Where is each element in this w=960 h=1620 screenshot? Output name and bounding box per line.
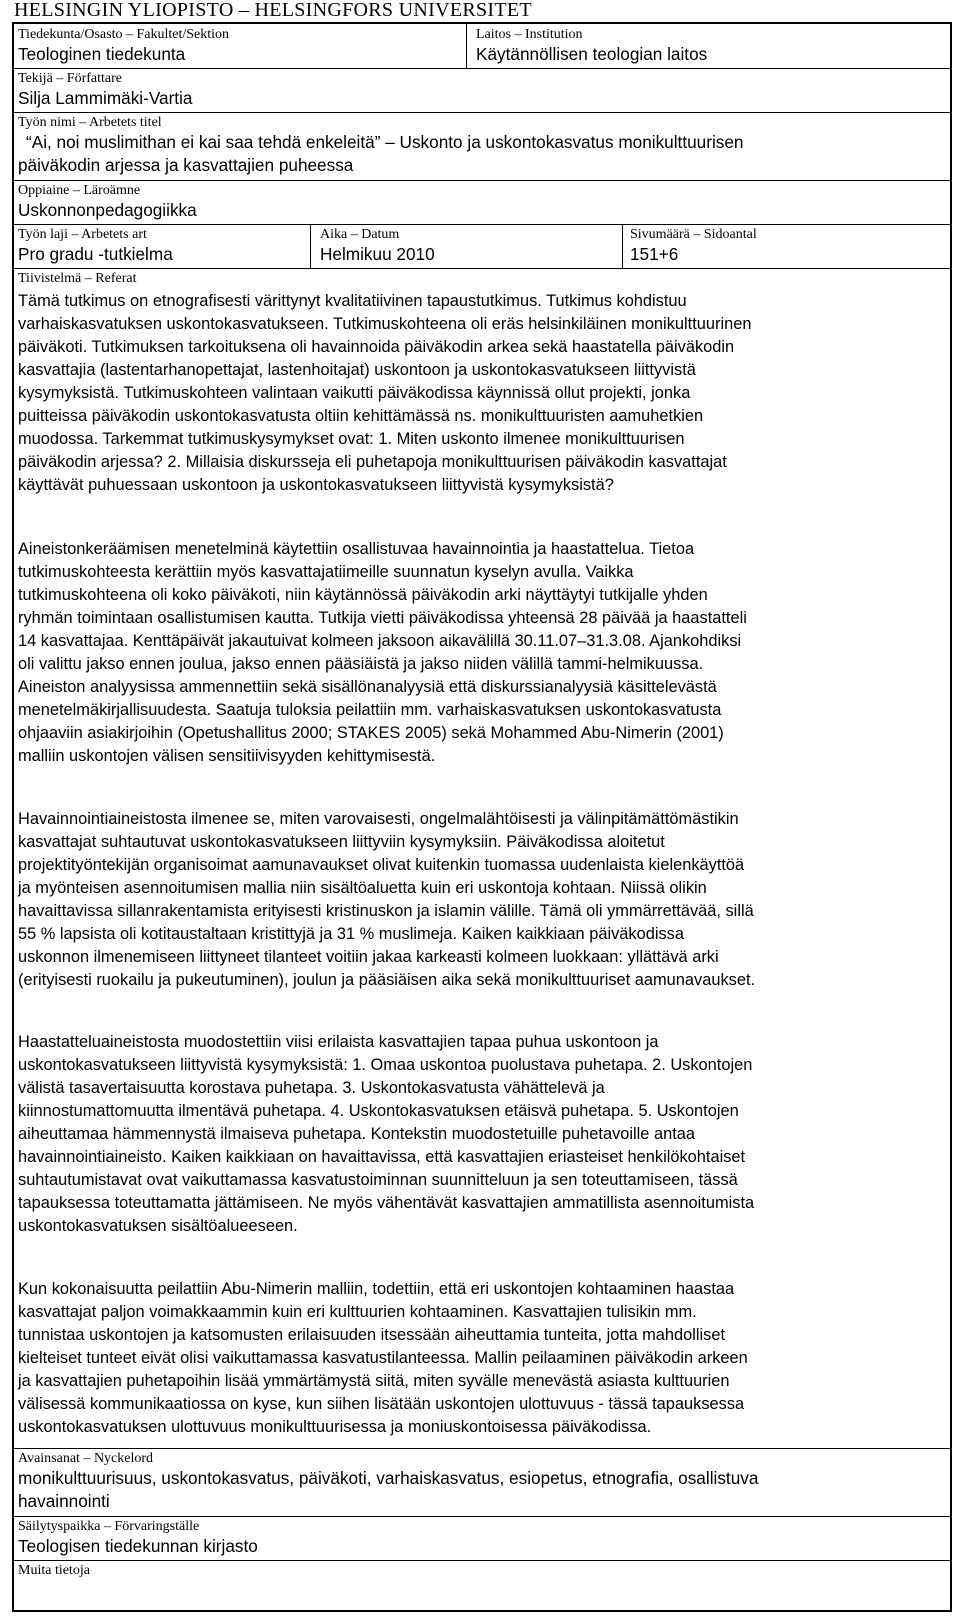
abstract-line: uskonnon ilmenemiseen liittyneet tilanteet voitiin jakaa karkeasti kolmeen luokkaan: yllättävä arki bbox=[18, 948, 719, 966]
abstract-line: suhtautumistavat ovat vaikuttamassa kasvatustoiminnan suunnitteluun ja sen toteuttamiseen, tässä bbox=[18, 1171, 738, 1189]
storage-label: Säilytyspaikka – Förvaringställe bbox=[18, 1519, 200, 1534]
author-value: Silja Lammimäki-Vartia bbox=[18, 88, 193, 108]
other-info-label: Muita tietoja bbox=[18, 1563, 90, 1578]
abstract-line: varhaiskasvatuksen uskontokasvatukseen. Tutkimuskohteena oli eräs helsinkiläinen monikulttuurinen bbox=[18, 315, 752, 333]
abstract-line: Havainnointiaineistosta ilmenee se, miten varovaisesti, ongelmalähtöisesti ja välinpitämättömästikin bbox=[18, 810, 739, 828]
date-value: Helmikuu 2010 bbox=[320, 244, 435, 264]
abstract-line: aiheuttamaa hämmennystä ilmaiseva puhetapa. Kontekstin muodostetuille puhetavoille antaa bbox=[18, 1125, 695, 1143]
work-title-line: “Ai, noi muslimithan ei kai saa tehdä enkeleitä” – Uskonto ja uskontokasvatus monikulttuurisen bbox=[26, 132, 744, 152]
university-name: HELSINGIN YLIOPISTO – HELSINGFORS UNIVERSITET bbox=[14, 0, 532, 21]
abstract-line: malliin uskontojen välisen sensitiivisyyden kehittymisestä. bbox=[18, 747, 436, 765]
work-title-row bbox=[14, 112, 950, 181]
abstract-line: tunnistaa uskontojen ja katsomusten erilaisuuden itsessään aiheuttamia tunteita, jotta mahdolliset bbox=[18, 1326, 726, 1344]
work-details-row bbox=[14, 224, 950, 269]
keywords-line: havainnointi bbox=[18, 1491, 110, 1511]
date-label: Aika – Datum bbox=[320, 227, 400, 242]
abstract-line: päiväkoti. Tutkimuksen tarkoituksena oli havainnoida päiväkodin arkea sekä haastatella päiväkodin bbox=[18, 338, 735, 356]
abstract-paragraph bbox=[18, 808, 948, 992]
column-divider bbox=[622, 224, 623, 268]
work-title-label: Työn nimi – Arbetets titel bbox=[18, 115, 162, 130]
abstract-line: kiinnostumattomuutta ilmentävä puhetapa. 4. Uskontokasvatuksen etäisvä puhetapa. 5. Uskontojen bbox=[18, 1102, 739, 1120]
faculty-value: Teologinen tiedekunta bbox=[18, 44, 186, 64]
column-divider bbox=[310, 224, 311, 268]
abstract-line: ja kasvattajien puhetapoihin lisää ymmärtämystä siitä, miten syvälle menevästä asiasta kulttuurien bbox=[18, 1372, 730, 1390]
abstract-line: käyttävät puhuessaan uskontoon ja uskontokasvatukseen liittyvistä kysymyksistä? bbox=[18, 476, 614, 494]
abstract-line: Haastatteluaineistosta muodostettiin viisi erilaista kasvattajien tapaa puhua uskontoon ja bbox=[18, 1033, 659, 1051]
abstract-line: uskontokasvatuksen sisältöalueeseen. bbox=[18, 1217, 298, 1235]
abstract-line: 55 % lapsista oli kotitaustaltaan kristittyjä ja 31 % muslimeja. Kaiken kaikkiaan päiväkodissa bbox=[18, 925, 684, 943]
abstract-line: Kun kokonaisuutta peilattiin Abu-Nimerin malliin, todettiin, että eri uskontojen kohtaaminen haastaa bbox=[18, 1280, 735, 1298]
abstract-line: ohjaaviin asiakirjoihin (Opetushallitus 2000; STAKES 2005) sekä Mohammed Abu-Nimerin (2001) bbox=[18, 724, 724, 742]
abstract-line: kasvattajat suhtautuvat uskontokasvatukseen liittyviin kysymyksiin. Päiväkodissa aloitetut bbox=[18, 833, 665, 851]
author-label: Tekijä – Författare bbox=[18, 71, 122, 86]
abstract-line: menetelmäkirjallisuudesta. Saatuja tuloksia peilattiin mm. varhaiskasvatuksen uskontokasvatusta bbox=[18, 701, 722, 719]
keywords-row bbox=[14, 1448, 950, 1517]
abstract-line: uskontokasvatuksen ulottuvuus monikulttuurisessa ja moniuskontoisessa päiväkodissa. bbox=[18, 1418, 652, 1436]
abstract-line: päiväkodin arjessa? 2. Millaisia diskursseja eli puhetapoja monikulttuurisen päiväkodin kasvattajat bbox=[18, 453, 727, 471]
abstract-line: 14 kasvattajaa. Kenttäpäivät jakautuivat kolmeen jaksoon aikavälillä 30.11.07–31.3.08. Ajankohdiksi bbox=[18, 632, 742, 650]
pages-value: 151+6 bbox=[630, 244, 679, 264]
abstract-paragraph bbox=[18, 290, 948, 497]
abstract-paragraph bbox=[18, 538, 948, 768]
abstract-line: ja myönteisen asennoitumisen mallia niin sisältöaluetta kuin eri uskontoja kohtaan. Niissä olikin bbox=[18, 879, 707, 897]
abstract-form bbox=[12, 22, 952, 1612]
subject-row bbox=[14, 180, 950, 225]
abstract-line: projektityöntekijän organisoimat aamunavaukset olivat kuitenkin tuomassa uudenlaista kielenkäyttöä bbox=[18, 856, 745, 874]
abstract-line: oli valittu jakso ennen joulua, jakso ennen pääsiäistä ja jakso niiden välillä tammi-helmikuussa. bbox=[18, 655, 704, 673]
abstract-label: Tiivistelmä – Referat bbox=[18, 271, 137, 286]
faculty-label: Tiedekunta/Osasto – Fakultet/Sektion bbox=[18, 27, 230, 42]
abstract-line: kielteiset tunteet eivät olisi vaikuttamassa kasvatustilanteessa. Mallin peilaaminen päiväkodin arkeen bbox=[18, 1349, 748, 1367]
pages-label: Sivumäärä – Sidoantal bbox=[630, 227, 757, 242]
keywords-label: Avainsanat – Nyckelord bbox=[18, 1451, 154, 1466]
abstract-line: Aineistonkeräämisen menetelminä käytettiin osallistuvaa havainnointia ja haastattelua. Tietoa bbox=[18, 540, 695, 558]
author-row bbox=[14, 68, 950, 113]
faculty-department-row bbox=[14, 24, 950, 69]
abstract-line: kysymyksistä. Tutkimuskohteen valintaan vaikutti päiväkodissa käynnissä ollut projekti, jonka bbox=[18, 384, 691, 402]
abstract-row bbox=[14, 268, 950, 1449]
work-title-line: päiväkodin arjessa ja kasvattajien puheessa bbox=[18, 155, 354, 175]
storage-row bbox=[14, 1516, 950, 1561]
abstract-line: uskontokasvatukseen liittyvistä kysymyksistä: 1. Omaa uskontoa puolustava puhetapa. 2. Uskontojen bbox=[18, 1056, 753, 1074]
work-type-label: Työn laji – Arbetets art bbox=[18, 227, 147, 242]
abstract-line: ryhmän toimintaan osallistumisen kautta. Tutkija vietti päiväkodissa yhteensä 28 päivää ja haastatteli bbox=[18, 609, 747, 627]
subject-value: Uskonnonpedagogiikka bbox=[18, 200, 197, 220]
abstract-line: tutkimuskohteena oli koko päiväkoti, niin käytännössä päiväkodin arki näyttäytyi tutkijalle yhden bbox=[18, 586, 708, 604]
storage-value: Teologisen tiedekunnan kirjasto bbox=[18, 1536, 258, 1556]
column-divider bbox=[466, 24, 467, 68]
abstract-paragraph bbox=[18, 1278, 948, 1439]
abstract-line: tutkimuskohteesta kerättiin myös kasvattajatiimeille suunnatun kyselyn avulla. Vaikka bbox=[18, 563, 634, 581]
work-type-value: Pro gradu -tutkielma bbox=[18, 244, 173, 264]
abstract-line: tapauksessa toteuttamatta jättämiseen. Ne myös vähentävät kasvattajien ammatillista asennoitumista bbox=[18, 1194, 755, 1212]
abstract-line: muodossa. Tarkemmat tutkimuskysymykset ovat: 1. Miten uskonto ilmenee monikulttuurisen bbox=[18, 430, 685, 448]
abstract-line: havainnointiaineisto. Kaiken kaikkiaan on havaittavissa, että kasvattajien eriasteiset henkilökohtaiset bbox=[18, 1148, 746, 1166]
abstract-line: puitteissa päiväkodin uskontokasvatusta oltiin kehittämässä ns. monikulttuuristen aamuhetkien bbox=[18, 407, 704, 425]
abstract-line: Tämä tutkimus on etnografisesti värittynyt kvalitatiivinen tapaustutkimus. Tutkimus kohdistuu bbox=[18, 292, 687, 310]
abstract-line: kasvattajat paljon voimakkaammin kuin eri kulttuurien kohtaaminen. Kasvattajien tulisikin mm. bbox=[18, 1303, 697, 1321]
abstract-line: kasvattajia (lastentarhanopettajat, lastenhoitajat) uskontoon ja uskontokasvatukseen liittyvistä bbox=[18, 361, 696, 379]
abstract-line: välistä tasavertaisuutta korostava puhetapa. 3. Uskontokasvatusta vähättelevä ja bbox=[18, 1079, 605, 1097]
keywords-line: monikulttuurisuus, uskontokasvatus, päiväkoti, varhaiskasvatus, esiopetus, etnografia, osallistuva bbox=[18, 1468, 759, 1488]
abstract-line: Aineiston analyysissa ammennettiin sekä sisällönanalyysiä että diskurssianalyysiä käsittelevästä bbox=[18, 678, 717, 696]
abstract-line: havaittavissa sillanrakentamista erityisesti kristinuskon ja islamin välille. Tämä oli ymmärrettävää, sillä bbox=[18, 902, 754, 920]
department-value: Käytännöllisen teologian laitos bbox=[476, 44, 708, 64]
abstract-line: (erityisesti ruokailu ja pukeutuminen), joulun ja pääsiäisen aika sekä monikulttuuriset aamunavaukset. bbox=[18, 971, 756, 989]
abstract-paragraph bbox=[18, 1031, 948, 1238]
department-label: Laitos – Institution bbox=[476, 27, 583, 42]
abstract-line: välisessä kommunikaatiossa on kyse, kun siihen lisätään uskontojen ulottuvuus - tässä tapauksessa bbox=[18, 1395, 745, 1413]
subject-label: Oppiaine – Läroämne bbox=[18, 183, 141, 198]
